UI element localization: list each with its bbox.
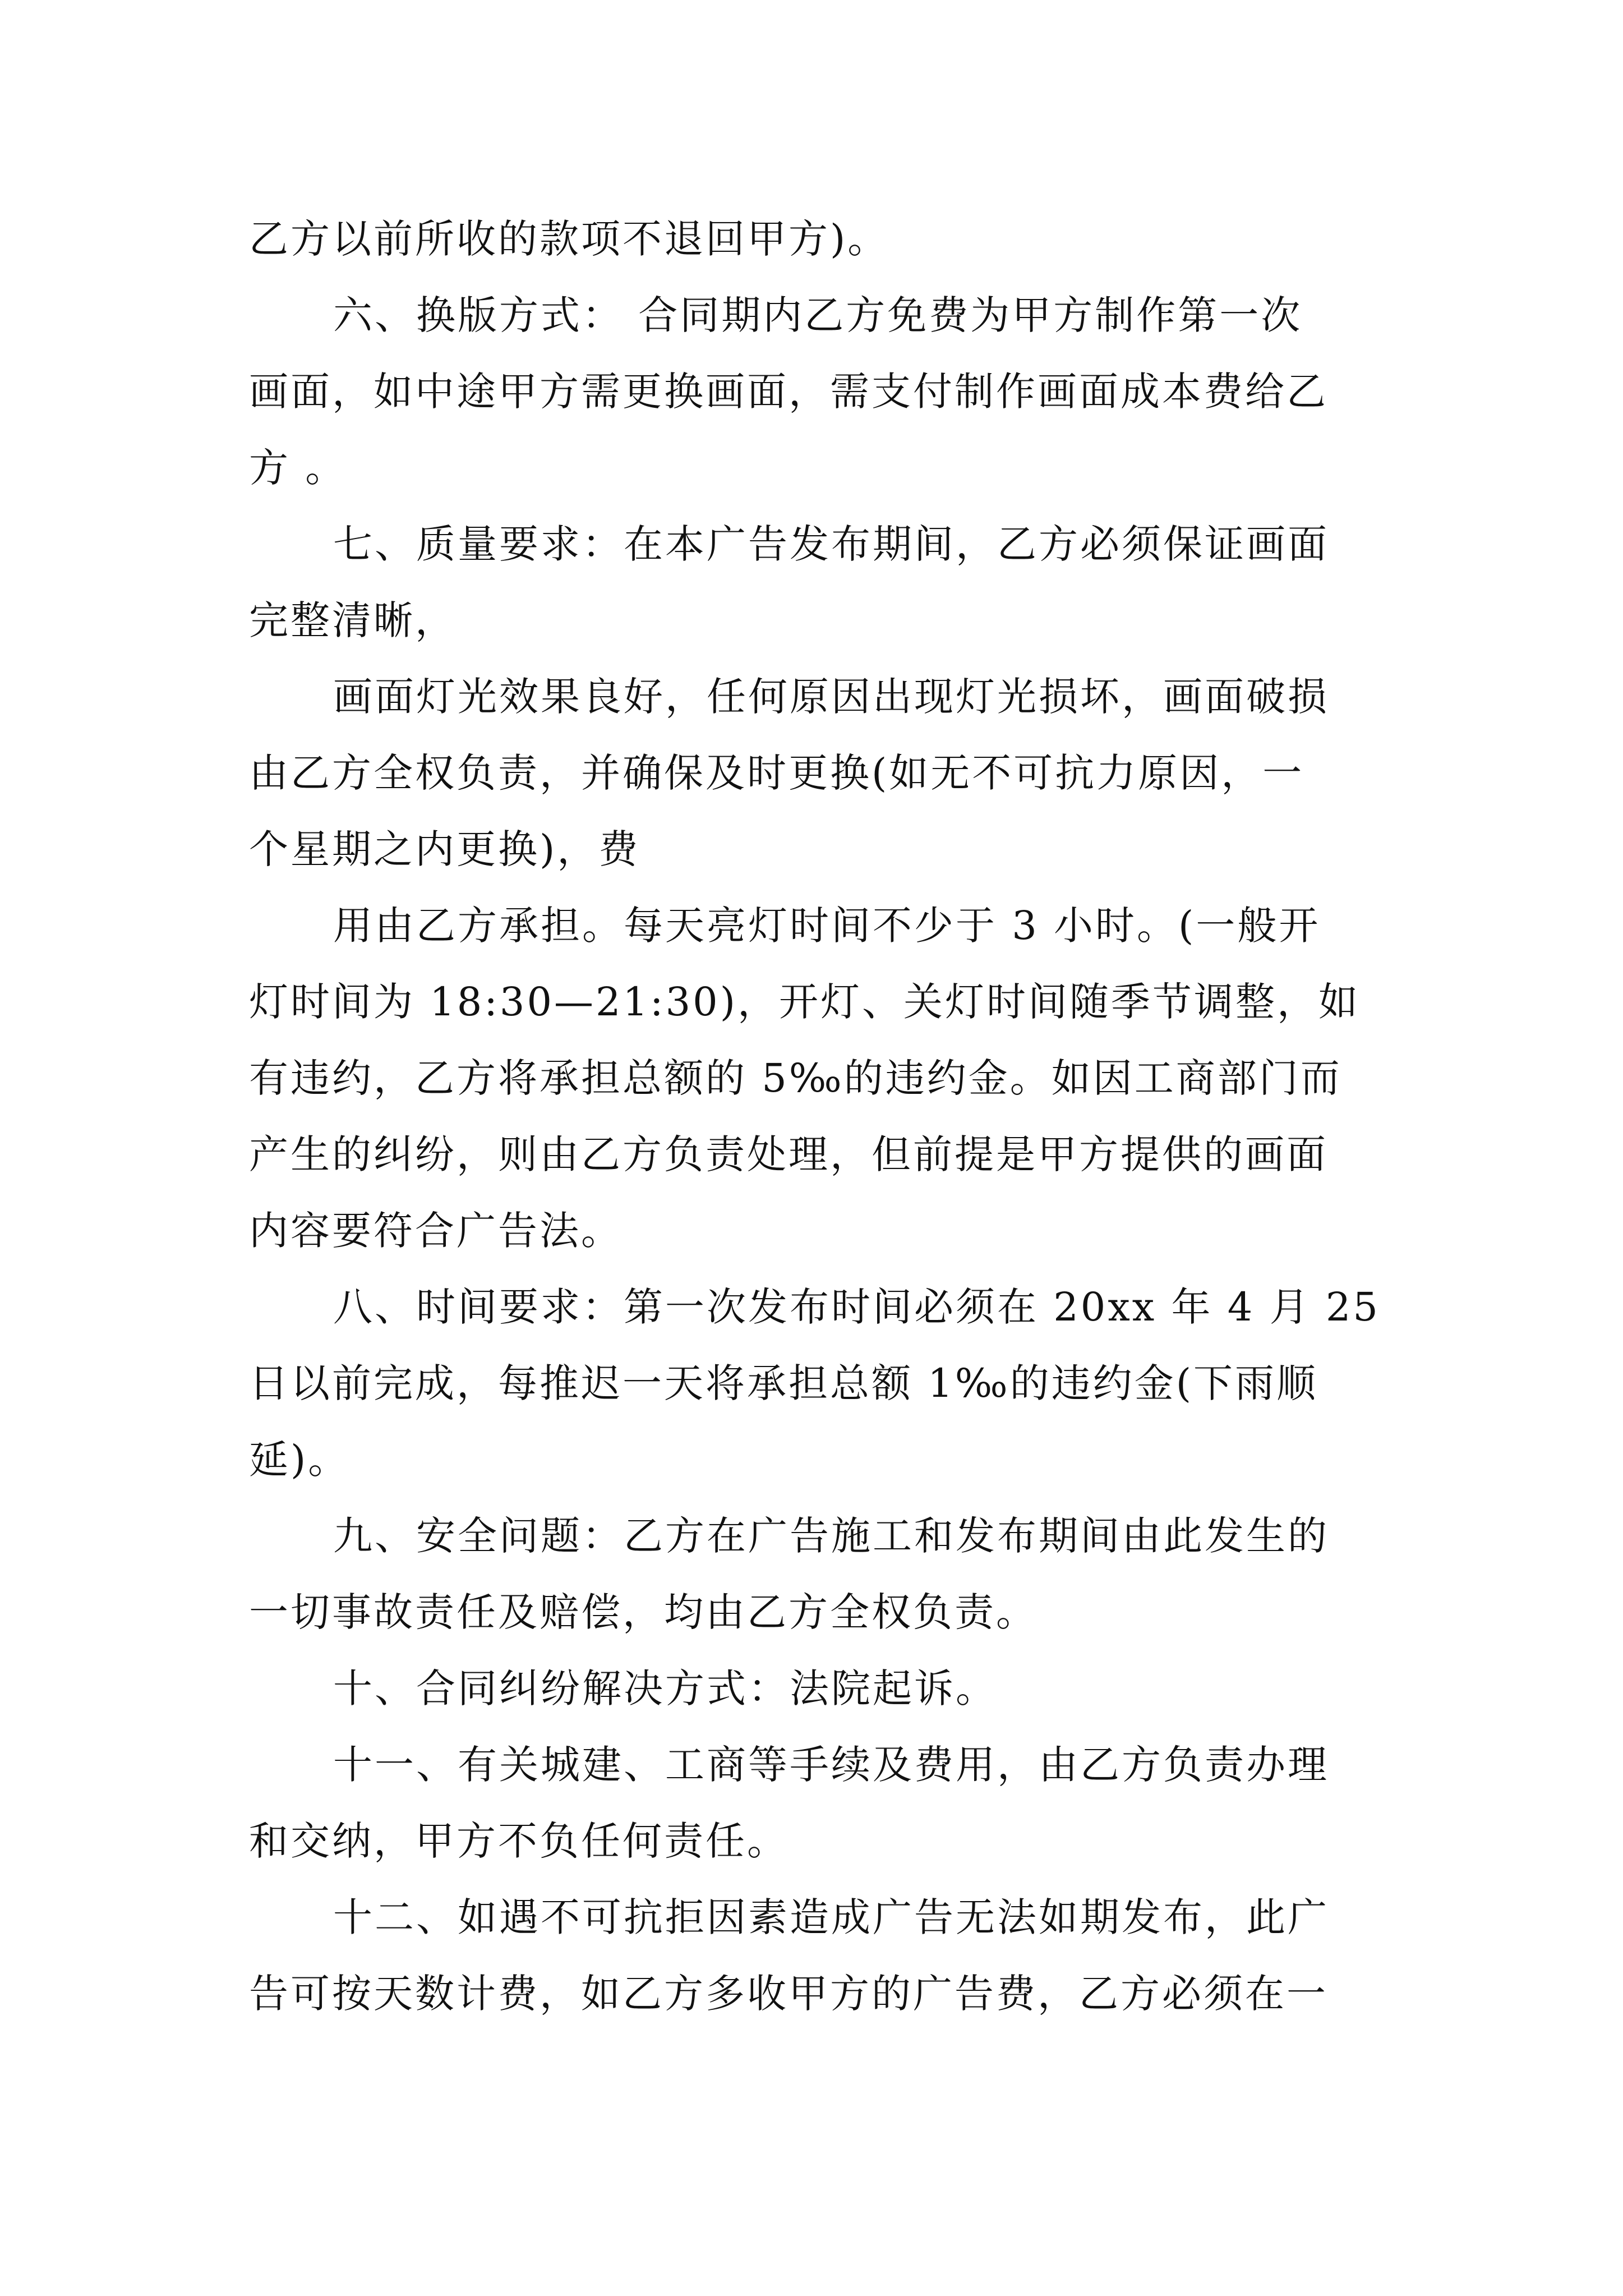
text-line: 有违约，乙方将承担总额的 5‰的违约金。如因工商部门而 (249, 1055, 1342, 1101)
text-line: 告可按天数计费，如乙方多收甲方的广告费，乙方必须在一 (249, 1971, 1328, 2017)
text-line: 乙方以前所收的款项不退回甲方)。 (249, 216, 889, 262)
text-line: 用由乙方承担。每天亮灯时间不少于 3 小时。(一般开 (333, 903, 1321, 949)
text-line: 一切事故责任及赔偿，均由乙方全权负责。 (249, 1589, 1038, 1635)
text-line: 内容要符合广告法。 (249, 1208, 623, 1254)
text-line: 八、时间要求：第一次发布时间必须在 20xx 年 4 月 25 (333, 1284, 1380, 1330)
text-line: 九、安全问题：乙方在广告施工和发布期间由此发生的 (333, 1513, 1329, 1559)
text-line: 和交纳，甲方不负任何责任。 (249, 1818, 789, 1864)
text-line: 延)。 (249, 1437, 350, 1483)
contract-text-body (249, 201, 1387, 2032)
text-line: 十二、如遇不可抗拒因素造成广告无法如期发布，此广 (333, 1894, 1329, 1940)
text-line: 日以前完成，每推迟一天将承担总额 1‰的违约金(下雨顺 (249, 1360, 1318, 1406)
text-line: 个星期之内更换)，费 (249, 826, 640, 872)
text-line: 由乙方全权负责，并确保及时更换(如无不可抗力原因，一 (249, 750, 1304, 796)
text-line: 六、换版方式： 合同期内乙方免费为甲方制作第一次 (333, 292, 1303, 338)
text-line: 画面，如中途甲方需更换画面，需支付制作画面成本费给乙 (249, 369, 1328, 415)
text-line: 灯时间为 18:30—21:30)，开灯、关灯时间随季节调整，如 (249, 979, 1361, 1025)
text-line: 方 。 (249, 445, 347, 491)
text-line: 七、质量要求：在本广告发布期间，乙方必须保证画面 (333, 521, 1329, 567)
text-line: 十、合同纠纷解决方式：法院起诉。 (333, 1665, 997, 1711)
text-line: 产生的纠纷，则由乙方负责处理，但前提是甲方提供的画面 (249, 1131, 1328, 1177)
text-line: 画面灯光效果良好，任何原因出现灯光损坏，画面破损 (333, 674, 1329, 720)
text-line: 完整清晰， (249, 597, 457, 643)
text-line: 十一、有关城建、工商等手续及费用，由乙方负责办理 (333, 1742, 1329, 1788)
